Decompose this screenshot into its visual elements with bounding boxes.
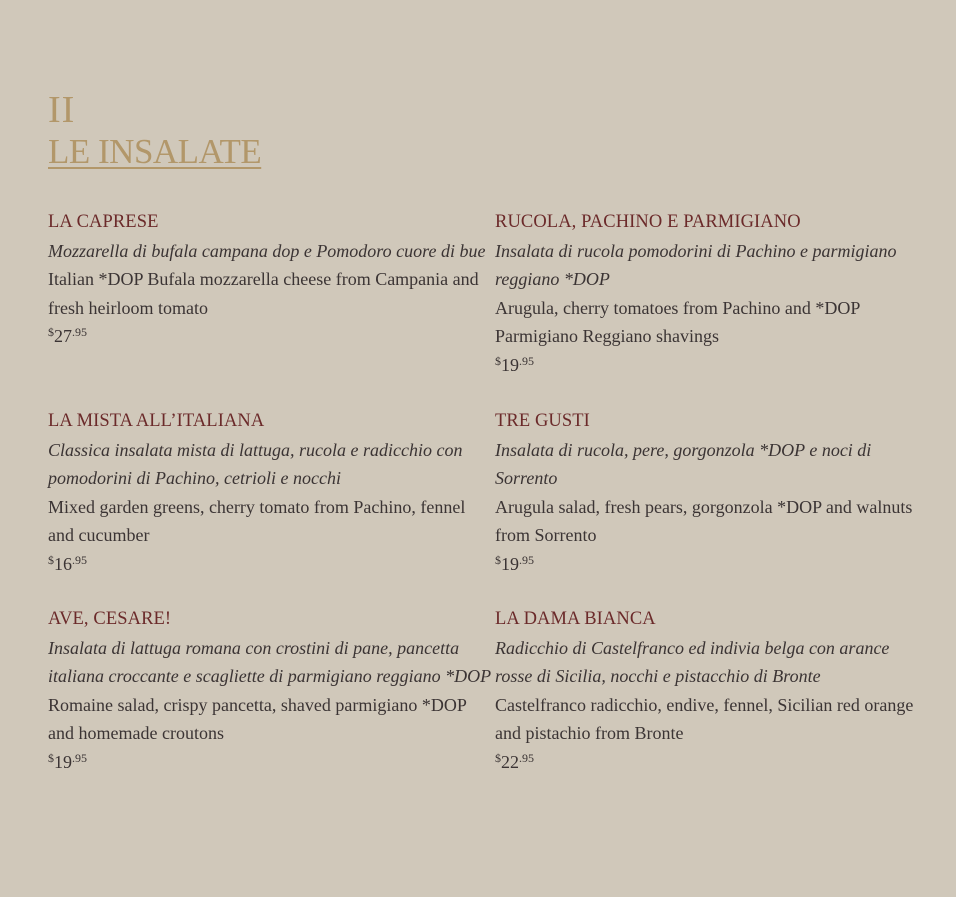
menu-item-la-dama-bianca [495,605,915,772]
price-cents: .95 [519,552,534,567]
section-numeral: II [48,89,76,131]
item-price [48,550,495,574]
price-dollars: 19 [501,553,519,574]
item-italian-description: Radicchio di Castelfranco ed indivia belga con arance rosse di Sicilia, nocchi e pistacchio di Bronte [495,637,890,686]
item-italian-description: Classica insalata mista di lattuga, rucola e radicchio con pomodorini di Pachino, cetrioli e nocchi [48,439,463,488]
item-name: TRE GUSTI [495,411,590,431]
item-english-description: Arugula salad, fresh pears, gorgonzola *DOP and walnuts from Sorrento [495,496,913,545]
menu-items-grid [48,208,918,772]
menu-item-rucola-pachino-parmigiano [495,208,915,407]
item-price [495,550,915,574]
item-english-description: Arugula, cherry tomatoes from Pachino and *DOP Parmigiano Reggiano shavings [495,297,860,346]
price-currency: $ [495,353,501,368]
price-cents: .95 [72,325,87,339]
item-english-description: Romaine salad, crispy pancetta, shaved parmigiano *DOP and homemade croutons [48,694,467,743]
price-dollars: 19 [501,354,519,375]
price-dollars: 16 [54,553,72,574]
item-english-description: Mixed garden greens, cherry tomato from Pachino, fennel and cucumber [48,496,466,545]
price-dollars: 27 [54,326,72,346]
section-header [48,88,261,172]
item-price [495,351,915,375]
price-dollars: 19 [54,751,72,772]
price-currency: $ [48,750,54,765]
item-english-description: Italian *DOP Bufala mozzarella cheese from Campania and fresh heirloom tomato [48,269,479,318]
section-title: LE INSALATE [48,132,262,171]
price-cents: .95 [519,750,534,765]
item-name: LA MISTA ALL’ITALIANA [48,411,265,431]
item-price [48,322,495,346]
item-english-description: Castelfranco radicchio, endive, fennel, Sicilian red orange and pistachio from Bronte [495,694,914,743]
item-italian-description: Insalata di rucola, pere, gorgonzola *DOP e noci di Sorrento [495,439,872,488]
menu-item-ave-cesare [48,605,495,772]
item-italian-description: Insalata di rucola pomodorini di Pachino e parmigiano reggiano *DOP [495,240,897,289]
menu-item-la-mista-allitaliana [48,407,495,605]
item-name: LA DAMA BIANCA [495,609,656,629]
price-currency: $ [495,750,501,765]
item-italian-description: Mozzarella di bufala campana dop e Pomodoro cuore di bue [48,240,486,261]
price-currency: $ [495,552,501,567]
item-price [495,748,915,772]
item-name: AVE, CESARE! [48,609,172,629]
menu-item-tre-gusti [495,407,915,605]
item-italian-description: Insalata di lattuga romana con crostini di pane, pancetta italiana croccante e scagliette di parmigiano reggiano *DOP [48,637,492,686]
item-name: RUCOLA, PACHINO E PARMIGIANO [495,212,801,232]
item-price [48,748,495,772]
price-cents: .95 [72,552,87,567]
price-currency: $ [48,552,54,567]
price-dollars: 22 [501,751,519,772]
menu-item-la-caprese [48,208,495,407]
item-name: LA CAPRESE [48,212,159,232]
price-cents: .95 [519,353,534,368]
price-currency: $ [48,325,54,339]
price-cents: .95 [72,750,87,765]
